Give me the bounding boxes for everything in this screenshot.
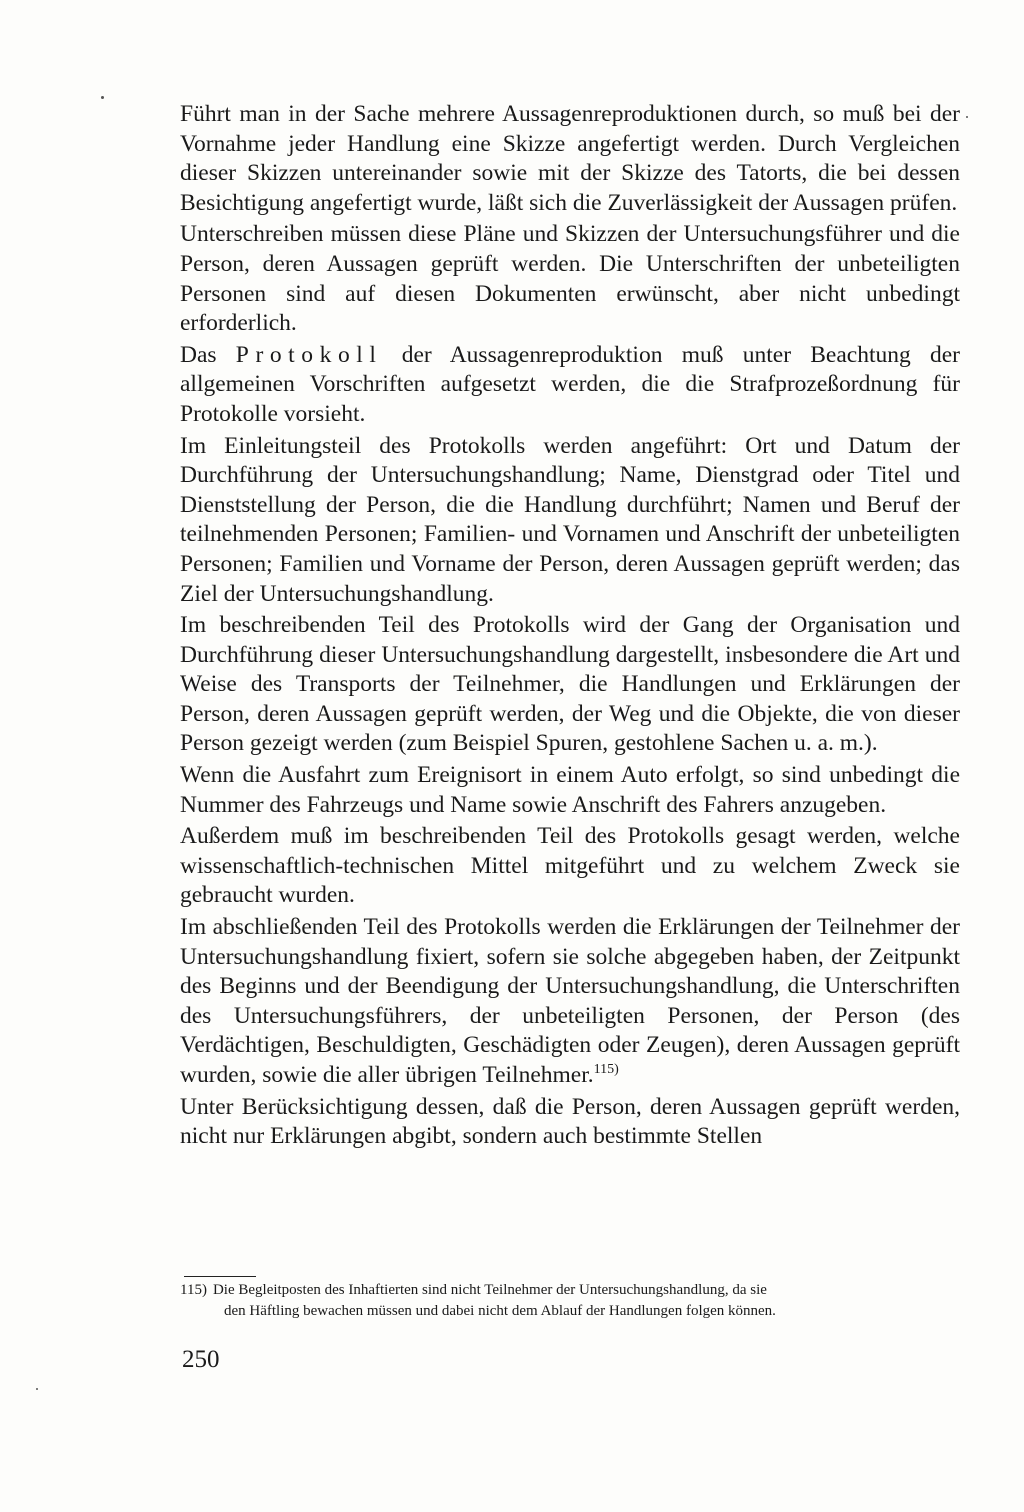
paragraph-2: Unterschreiben müssen diese Pläne und Skizzen der Untersuchungsführer und die Person, deren Aussagen geprüft werden. Die Unterschriften der unbeteiligten Personen sind auf diesen Dokumenten erwünscht, aber nicht unbedingt erforderlich. xyxy=(180,221,960,337)
paragraph-6: Wenn die Ausfahrt zum Ereignisort in einem Auto erfolgt, so sind unbedingt die Nummer des Fahrzeugs und Name sowie Anschrift des Fahrers anzugeben. xyxy=(180,762,960,818)
paragraph-3 xyxy=(180,341,960,430)
footnote-line-1: Die Begleitposten des Inhaftierten sind nicht Teilnehmer der Untersuchungshandlung, da sie xyxy=(212,1282,767,1298)
print-speck xyxy=(36,1388,38,1390)
footnote xyxy=(180,1280,962,1322)
paragraph-1: Führt man in der Sache mehrere Aussagenreproduktionen durch, so muß bei der Vornahme jeder Handlung eine Skizze angefertigt werden. Durch Vergleichen dieser Skizzen untereinander sowie mit der Skizze des Tatorts, die bei dessen Besichtigung angefertigt wurde, läßt sich die Zuverlässigkeit der Aussagen prüfen. xyxy=(180,101,960,216)
paragraph-7: Außerdem muß im beschreibenden Teil des Protokolls gesagt werden, welche wissenschaftlich-technischen Mittel mitgeführt und zu welchem Zweck sie gebraucht wurden. xyxy=(180,823,960,909)
paragraph-3-lead: Das xyxy=(180,341,217,368)
paragraph-9: Unter Berücksichtigung dessen, daß die Person, deren Aussagen geprüft werden, nicht nur Erklärungen abgibt, sondern auch bestimmte Stellen xyxy=(180,1093,960,1150)
footnote-reference: 115) xyxy=(593,1062,619,1077)
paragraph-8 xyxy=(180,913,960,1091)
paragraph-3-rest: der Aussagenreproduktion muß unter Beachtung der allgemeinen Vorschriften aufgesetzt werden, die die Strafprozeßordnung für Protokolle vorsieht. xyxy=(180,341,961,427)
paragraph-4: Im Einleitungsteil des Protokolls werden angeführt: Ort und Datum der Durchführung der Untersuchungshandlung; Name, Dienstgrad oder Titel und Dienststellung der Person, die die Handlung durchführt; Namen und Beruf der teilnehmenden Personen; Familien- und Vornamen und Anschrift der unbeteiligten Personen; Familien und Vorname der Person, deren Aussagen geprüft werden; das Ziel der Untersuchungshandlung. xyxy=(180,432,960,607)
emphasized-term: Protokoll xyxy=(235,341,383,368)
body-text xyxy=(180,100,960,1154)
footnote-number: 115) xyxy=(180,1282,207,1298)
paragraph-5: Im beschreibenden Teil des Protokolls wird der Gang der Organisation und Durchführung dieser Untersuchungshandlung dargestellt, insbesondere die Art und Weise des Transports der Teilnehmer, die Handlungen und Erklärungen der Person, deren Aussagen geprüft werden, der Weg und die Objekte, die von dieser Person gezeigt werden (zum Beispiel Spuren, gestohlene Sachen u. a. m.). xyxy=(180,612,960,757)
print-speck xyxy=(966,116,968,118)
footnote-line-2: den Häftling bewachen müssen und dabei nicht dem Ablauf der Handlungen folgen können. xyxy=(224,1303,776,1319)
footnote-divider xyxy=(184,1276,256,1277)
page-number: 250 xyxy=(182,1346,220,1373)
print-speck xyxy=(101,96,104,99)
paragraph-8-text: Im abschließenden Teil des Protokolls werden die Erklärungen der Teilnehmer der Untersuchungshandlung fixiert, sofern sie solche abgegeben haben, der Zeitpunkt des Beginns und der Beendigung der Untersuchungshandlung, die Unterschriften des Untersuchungsführers, der unbeteiligten Personen, der Person (des Verdächtigen, Beschuldigten, Geschädigten oder Zeugen), deren Aussagen geprüft wurden, sowie die aller übrigen Teilnehmer. xyxy=(180,914,960,1088)
